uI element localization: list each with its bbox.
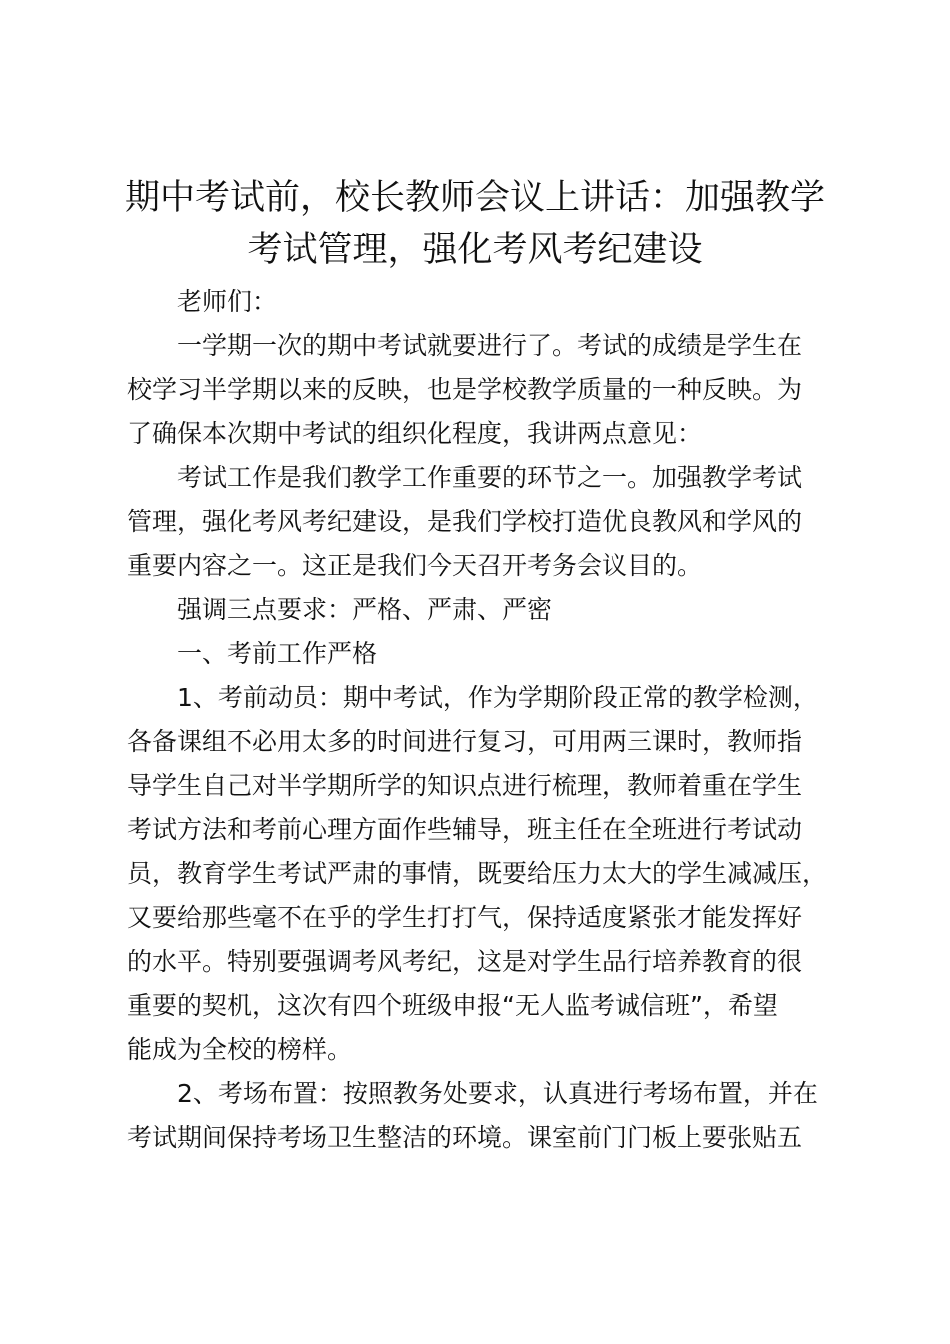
paragraph-item-1 [127, 676, 833, 1072]
text-line: 一学期一次的期中考试就要进行了。考试的成绩是学生在 [177, 331, 803, 360]
text-line: 了确保本次期中考试的组织化程度，我讲两点意见： [127, 419, 703, 448]
text-line: 的水平。特别要强调考风考纪，这是对学生品行培养教育的很 [127, 947, 803, 976]
text-line: 员，教育学生考试严肃的事情，既要给压力太大的学生减减压， [127, 859, 828, 888]
text-line: 1、考前动员：期中考试，作为学期阶段正常的教学检测， [177, 683, 818, 712]
document-body [127, 280, 833, 1160]
text-line: 又要给那些毫不在乎的学生打打气，保持适度紧张才能发挥好 [127, 903, 803, 932]
paragraph-item-2 [127, 1072, 833, 1160]
text-line: 强调三点要求：严格、严肃、严密 [177, 595, 553, 624]
text-line: 校学习半学期以来的反映，也是学校教学质量的一种反映。为 [127, 375, 803, 404]
document-title [110, 172, 840, 276]
text-line: 重要内容之一。这正是我们今天召开考务会议目的。 [127, 551, 703, 580]
text-line: 重要的契机，这次有四个班级申报“无人监考诚信班”，希望 [127, 991, 778, 1020]
text-line: 导学生自己对半学期所学的知识点进行梳理，教师着重在学生 [127, 771, 803, 800]
text-line: 能成为全校的榜样。 [127, 1035, 353, 1064]
text-line: 考试工作是我们教学工作重要的环节之一。加强教学考试 [177, 463, 803, 492]
title-line: 考试管理，强化考风考纪建设 [247, 230, 703, 270]
paragraph-salutation [127, 280, 833, 324]
text-line: 一、考前工作严格 [177, 639, 378, 668]
title-line: 期中考试前，校长教师会议上讲话：加强教学 [124, 178, 825, 218]
text-line: 考试方法和考前心理方面作些辅导，班主任在全班进行考试动 [127, 815, 803, 844]
text-line: 2、考场布置：按照教务处要求，认真进行考场布置，并在 [177, 1079, 818, 1108]
text-line: 考试期间保持考场卫生整洁的环境。课室前门门板上要张贴五 [127, 1123, 803, 1152]
paragraph-requirements [127, 588, 833, 632]
text-line: 各备课组不必用太多的时间进行复习，可用两三课时，教师指 [127, 727, 803, 756]
text-line: 老师们： [177, 287, 278, 316]
paragraph-importance [127, 456, 833, 588]
paragraph-intro [127, 324, 833, 456]
text-line: 管理，强化考风考纪建设，是我们学校打造优良教风和学风的 [127, 507, 803, 536]
section-heading [127, 632, 833, 676]
